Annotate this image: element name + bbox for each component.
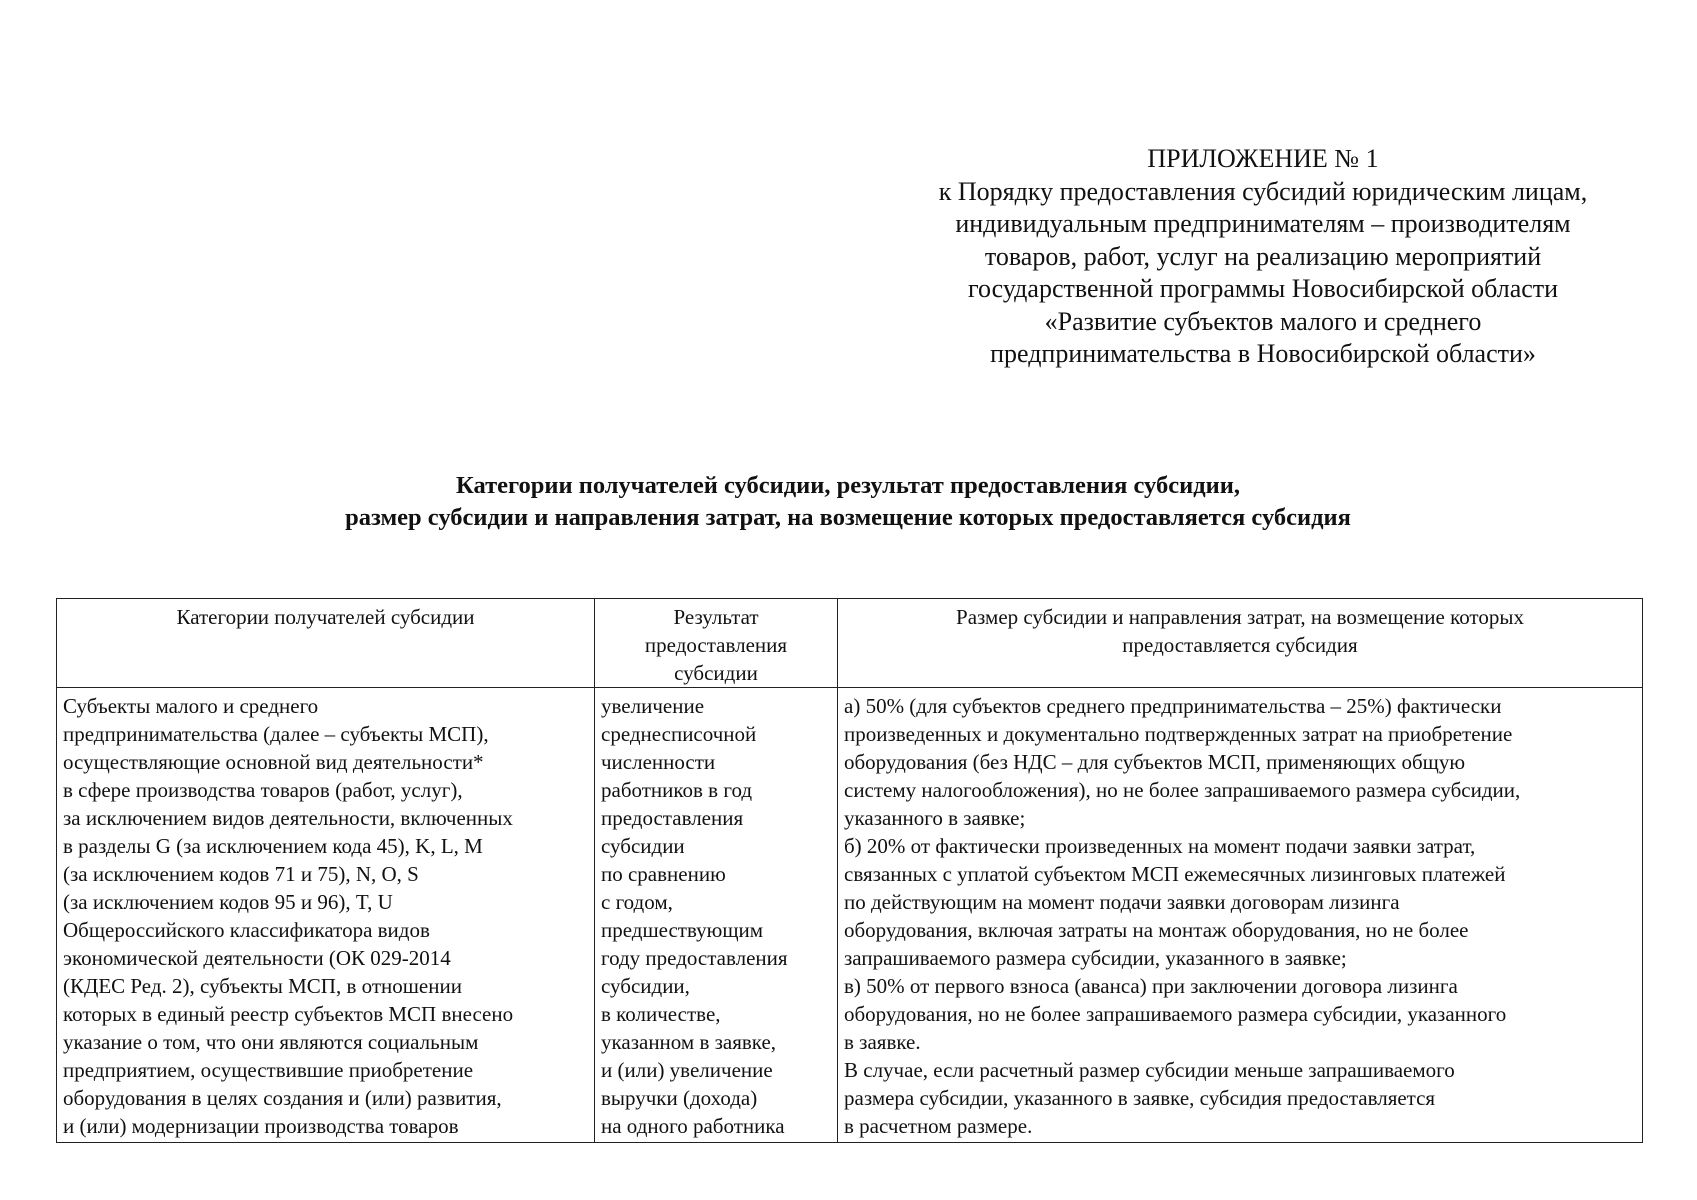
cell-line: связанных с уплатой субъектом МСП ежемесячных лизинговых платежей (844, 862, 1506, 886)
cell-line: оборудования, но не более запрашиваемого размера субсидии, указанного (844, 1002, 1507, 1026)
cell-line: оборудования (без НДС – для субъектов МСП, применяющих общую (844, 750, 1466, 774)
cell-line: по действующим на момент подачи заявки договорам лизинга (844, 890, 1400, 914)
cell-line: указание о том, что они являются социальным (63, 1030, 479, 1054)
cell-line: б) 20% от фактически произведенных на момент подачи заявки затрат, (844, 834, 1476, 858)
cell-line: (за исключением кодов 71 и 75), N, O, S (63, 862, 419, 886)
cell-line: работников в год (601, 778, 753, 802)
cell-line: Субъекты малого и среднего (63, 694, 319, 718)
document-title-line: размер субсидии и направления затрат, на возмещение которых предоставляется субсидия (345, 504, 1351, 531)
cell-line: субсидии, (601, 974, 690, 998)
header-line: Размер субсидии и направления затрат, на возмещение которых (956, 605, 1524, 629)
table-header-row (57, 599, 1643, 688)
cell-line: (КДЕС Ред. 2), субъекты МСП, в отношении (63, 974, 462, 998)
appendix-heading: ПРИЛОЖЕНИЕ № 1 (1147, 144, 1379, 173)
cell-line: и (или) увеличение (601, 1058, 773, 1082)
cell-line: среднесписочной (601, 722, 757, 746)
cell-line: за исключением видов деятельности, включенных (63, 806, 513, 830)
cell-line: Общероссийского классификатора видов (63, 918, 430, 942)
appendix-line: предпринимательства в Новосибирской области» (990, 339, 1536, 368)
cell-categories (57, 688, 595, 1143)
cell-line: в) 50% от первого взноса (аванса) при заключении договора лизинга (844, 974, 1458, 998)
cell-line: по сравнению (601, 862, 726, 886)
cell-line: увеличение (601, 694, 705, 718)
cell-line: предоставления (601, 806, 744, 830)
cell-line: запрашиваемого размера субсидии, указанного в заявке; (844, 946, 1347, 970)
appendix-block (905, 143, 1621, 371)
cell-line: и (или) модернизации производства товаров (63, 1114, 459, 1138)
header-line: субсидии (674, 661, 758, 685)
cell-line: оборудования, включая затраты на монтаж оборудования, но не более (844, 918, 1469, 942)
cell-line: (за исключением кодов 95 и 96), T, U (63, 890, 393, 914)
appendix-line: товаров, работ, услуг на реализацию мероприятий (984, 241, 1542, 271)
cell-result (595, 688, 838, 1143)
appendix-line: «Развитие субъектов малого и среднего (1044, 306, 1482, 336)
header-line: Результат (673, 605, 759, 629)
cell-line: размера субсидии, указанного в заявке, субсидия предоставляется (844, 1086, 1436, 1110)
cell-line: предприятием, осуществившие приобретение (63, 1058, 474, 1082)
appendix-line: к Порядку предоставления субсидий юридическим лицам, (938, 176, 1588, 206)
header-size (838, 599, 1643, 688)
cell-line: на одного работника (601, 1114, 785, 1138)
header-line: Категории получателей субсидии (176, 605, 475, 629)
cell-line: в разделы G (за исключением кода 45), K, L, M (63, 834, 483, 858)
cell-line: году предоставления (601, 946, 788, 970)
cell-line: предшествующим (601, 918, 764, 942)
cell-line: в расчетном размере. (844, 1114, 1033, 1138)
cell-line: указанного в заявке; (844, 806, 1026, 830)
cell-line: оборудования в целях создания и (или) развития, (63, 1086, 502, 1110)
cell-line: указанном в заявке, (601, 1030, 777, 1054)
cell-line: с годом, (601, 890, 673, 914)
cell-size (838, 688, 1643, 1143)
cell-line: В случае, если расчетный размер субсидии меньше запрашиваемого (844, 1058, 1455, 1082)
cell-line: в сфере производства товаров (работ, услуг), (63, 778, 463, 802)
cell-line: выручки (дохода) (601, 1086, 758, 1110)
cell-line: а) 50% (для субъектов среднего предпринимательства – 25%) фактически (844, 694, 1502, 718)
header-line: предоставления (644, 633, 788, 657)
header-result (595, 599, 838, 688)
cell-line: численности (601, 750, 716, 774)
document-title-line: Категории получателей субсидии, результат предоставления субсидии, (456, 472, 1240, 499)
cell-line: субсидии (601, 834, 685, 858)
cell-line: осуществляющие основной вид деятельности* (63, 750, 484, 774)
header-categories (57, 599, 595, 688)
cell-line: экономической деятельности (ОК 029-2014 (63, 946, 451, 970)
header-line: предоставляется субсидия (1122, 633, 1358, 657)
appendix-line: индивидуальным предпринимателям – производителям (955, 209, 1571, 238)
cell-line: в количестве, (601, 1002, 721, 1026)
cell-line: произведенных и документально подтвержденных затрат на приобретение (844, 722, 1513, 746)
cell-line: в заявке. (844, 1030, 921, 1054)
subsidy-table (56, 598, 1643, 1143)
appendix-line: государственной программы Новосибирской области (967, 274, 1559, 303)
table-row (57, 688, 1643, 1143)
cell-line: предпринимательства (далее – субъекты МСП), (63, 722, 489, 746)
cell-line: систему налогообложения), но не более запрашиваемого размера субсидии, (844, 778, 1521, 802)
document-title (56, 470, 1640, 534)
cell-line: которых в единый реестр субъектов МСП внесено (63, 1002, 514, 1026)
